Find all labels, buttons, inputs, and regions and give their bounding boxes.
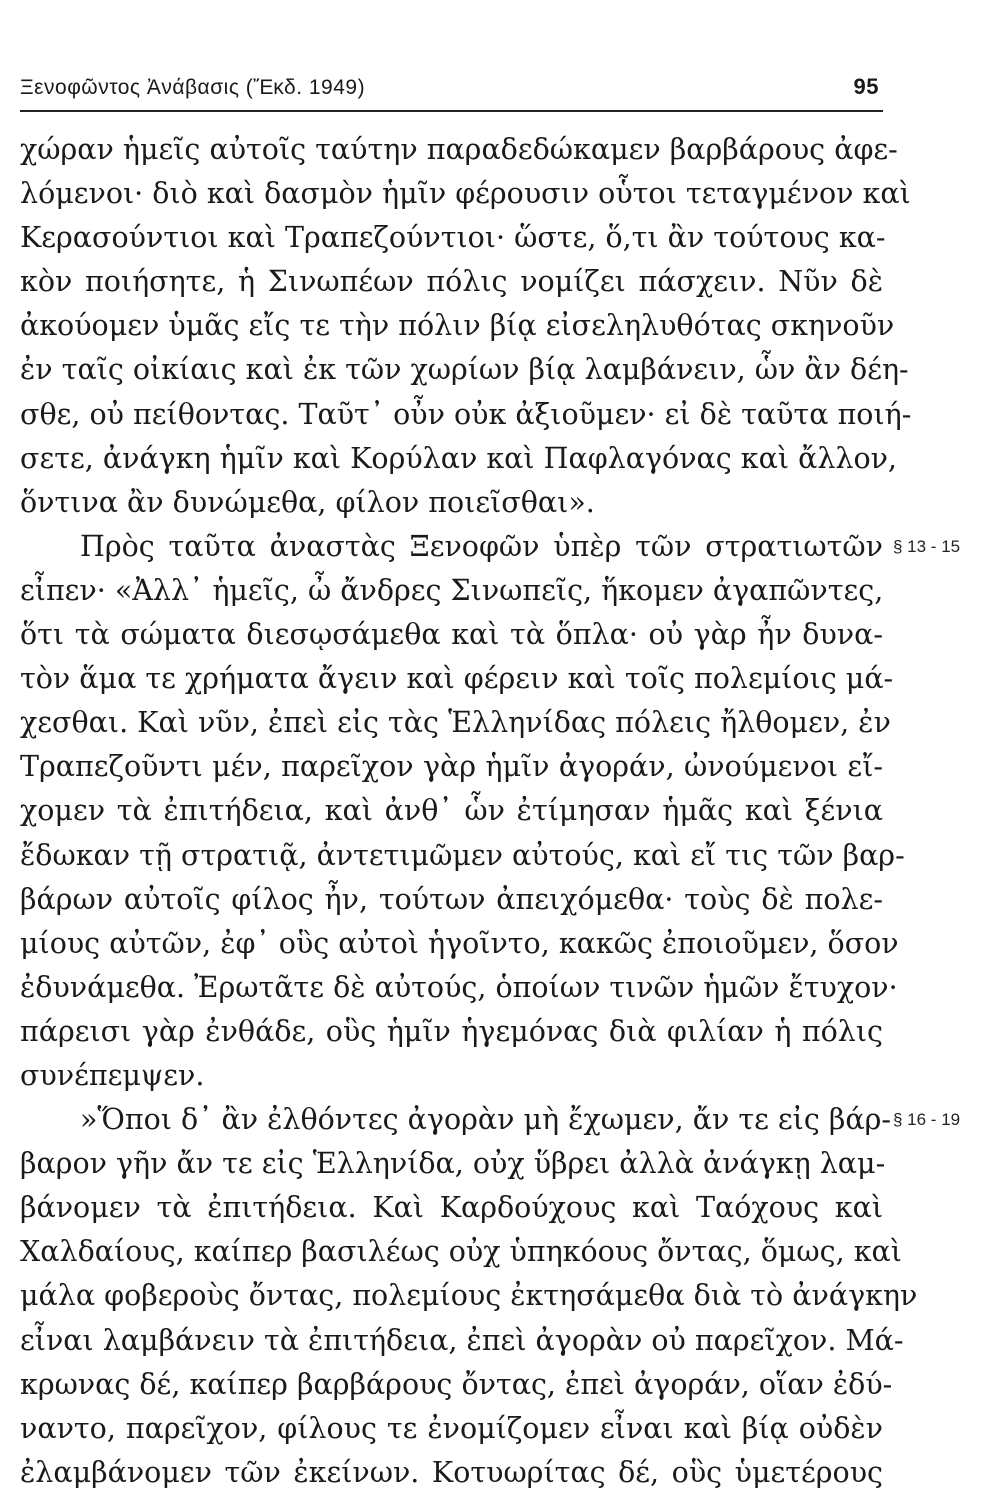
text-line: ἔδωκαν τῇ στρατιᾷ, ἀντετιμῶμεν αὐτούς, καὶ εἴ τις τῶν βαρ- <box>20 838 905 872</box>
text-line: εἶναι λαμβάνειν τὰ ἐπιτήδεια, ἐπεὶ ἀγορὰν οὐ παρεῖχον. Μά- <box>20 1323 904 1357</box>
text-line: »Ὅποι δ᾽ ἂν ἐλθόντες ἀγορὰν μὴ ἔχωμεν, ἄν τε εἰς βάρ- <box>80 1103 891 1137</box>
text-line: χεσθαι. Καὶ νῦν, ἐπεὶ εἰς τὰς Ἑλληνίδας πόλεις ἤλθομεν, ἐν <box>20 706 891 740</box>
text-line: Κερασούντιοι καὶ Τραπεζούντιοι· ὥστε, ὅ,τι ἂν τούτους κα- <box>20 221 886 255</box>
text-line: βαρον γῆν ἄν τε εἰς Ἑλληνίδα, οὐχ ὕβρει ἀλλὰ ἀνάγκῃ λαμ- <box>20 1147 886 1181</box>
text-line: τὸν ἅμα τε χρήματα ἄγειν καὶ φέρειν καὶ τοῖς πολεμίοις μά- <box>20 662 894 696</box>
text-line: χώραν ἡμεῖς αὐτοῖς ταύτην παραδεδώκαμεν βαρβάρους ἀφε- <box>20 133 898 166</box>
text-line: κρωνας δέ, καίπερ βαρβάρους ὄντας, ἐπεὶ ἀγοράν, οἵαν ἐδύ- <box>20 1367 893 1401</box>
text-line: λόμενοι· διὸ καὶ δασμὸν ἡμῖν φέρουσιν οὗτοι τεταγμένον καὶ <box>20 177 911 211</box>
text-line: ἀκούομεν ὑμᾶς εἴς τε τὴν πόλιν βίᾳ εἰσεληλυθότας σκηνοῦν <box>20 309 895 343</box>
text-line: σθε, οὐ πείθοντας. Ταῦτ᾽ οὖν οὐκ ἀξιοῦμεν· εἰ δὲ ταῦτα ποιή- <box>20 397 912 431</box>
text-line: σετε, ἀνάγκη ἡμῖν καὶ Κορύλαν καὶ Παφλαγόνας καὶ ἄλλον, <box>20 441 897 475</box>
text-line: πάρεισι γὰρ ἐνθάδε, οὓς ἡμῖν ἡγεμόνας διὰ φιλίαν ἡ πόλις <box>20 1014 883 1048</box>
text-line: Τραπεζοῦντι μέν, παρεῖχον γὰρ ἡμῖν ἀγοράν, ὠνούμενοι εἴ- <box>20 750 883 784</box>
running-title: Ξενοφῶντος Ἀνάβασις (Ἔκδ. 1949) <box>20 76 366 99</box>
text-line: ναντο, παρεῖχον, φίλους τε ἐνομίζομεν εἶναι καὶ βίᾳ οὐδὲν <box>20 1411 883 1445</box>
text-line: κὸν ποιήσητε, ἡ Σινωπέων πόλις νομίζει πάσχειν. Νῦν δὲ <box>20 265 883 299</box>
section-reference: § 16 - 19 <box>893 1110 961 1130</box>
text-line: μάλα φοβεροὺς ὄντας, πολεμίους ἐκτησάμεθα διὰ τὸ ἀνάγκην <box>20 1279 918 1313</box>
main-text <box>20 128 918 1495</box>
section-reference: § 13 - 15 <box>893 536 961 556</box>
text-line: βάνομεν τὰ ἐπιτήδεια. Καὶ Καρδούχους καὶ Ταόχους καὶ <box>20 1191 883 1225</box>
text-line: ἐδυνάμεθα. Ἐρωτᾶτε δὲ αὐτούς, ὁποίων τινῶν ἡμῶν ἔτυχον· <box>20 970 898 1004</box>
text-line: βάρων αὐτοῖς φίλος ἦν, τούτων ἀπειχόμεθα· τοὺς δὲ πολε- <box>20 882 883 916</box>
text-line: Χαλδαίους, καίπερ βασιλέως οὐχ ὑπηκόους ὄντας, ὅμως, καὶ <box>20 1235 902 1269</box>
text-line: ὅτι τὰ σώματα διεσῳσάμεθα καὶ τὰ ὅπλα· οὐ γὰρ ἦν δυνα- <box>20 618 883 652</box>
text-line: μίους αὐτῶν, ἐφ᾽ οὓς αὐτοὶ ἡγοῖντο, κακῶς ἐποιοῦμεν, ὅσον <box>20 926 899 960</box>
text-line: ἐλαμβάνομεν τῶν ἐκείνων. Κοτυωρίτας δέ, οὓς ὑμετέρους <box>20 1455 883 1489</box>
text-line: εἶπεν· «Ἀλλ᾽ ἡμεῖς, ὦ ἄνδρες Σινωπεῖς, ἥκομεν ἀγαπῶντες, <box>20 573 884 607</box>
text-line: ἐν ταῖς οἰκίαις καὶ ἐκ τῶν χωρίων βίᾳ λαμβάνειν, ὧν ἂν δέη- <box>20 353 909 387</box>
running-header <box>20 70 883 112</box>
text-line: ὅντινα ἂν δυνώμεθα, φίλον ποιεῖσθαι». <box>20 485 595 519</box>
text-line: συνέπεμψεν. <box>20 1058 205 1092</box>
text-line: χομεν τὰ ἐπιτήδεια, καὶ ἀνθ᾽ ὧν ἐτίμησαν ἡμᾶς καὶ ξένια <box>20 794 883 828</box>
text-line: Πρὸς ταῦτα ἀναστὰς Ξενοφῶν ὑπὲρ τῶν στρατιωτῶν <box>80 529 883 563</box>
page-number: 95 <box>853 74 879 99</box>
